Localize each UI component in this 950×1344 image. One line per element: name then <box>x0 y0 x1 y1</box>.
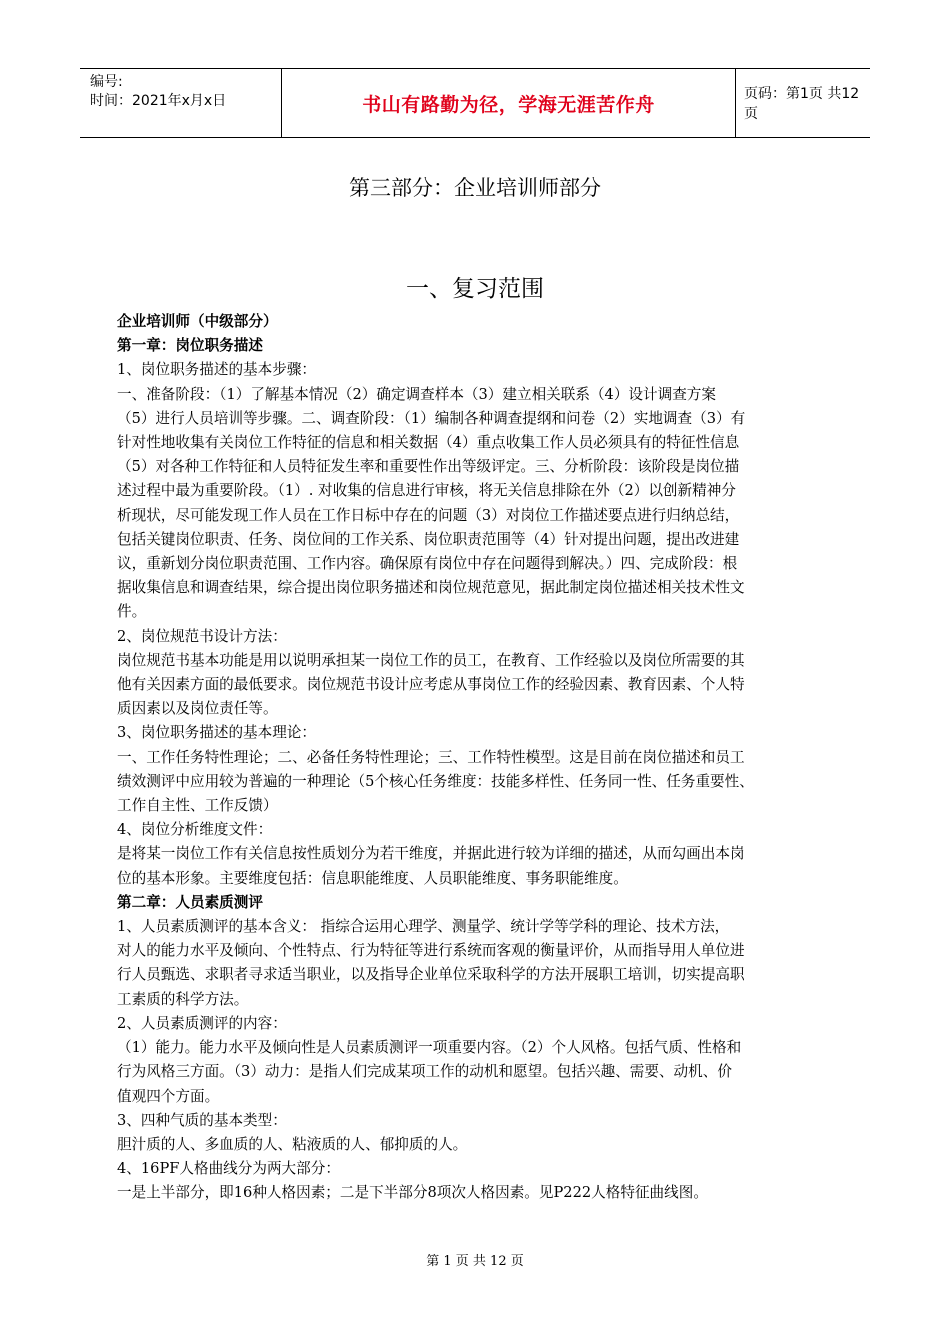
text-line: 绩效测评中应用较为普遍的一种理论（5个核心任务维度：技能多样性、任务同一性、任务重要性、 <box>117 772 754 790</box>
text-line: 件。 <box>117 603 147 621</box>
text-line: 行为风格三方面。（3）动力：是指人们完成某项工作的动机和愿望。包括兴趣、需要、动机、价 <box>117 1063 732 1081</box>
text-line: 他有关因素方面的最低要求。岗位规范书设计应考虑从事岗位工作的经验因素、教育因素、个人特 <box>117 676 745 694</box>
text-line: 4、16PF人格曲线分为两大部分： <box>117 1160 340 1178</box>
chapter-heading: 第二章：人员素质测评 <box>117 893 263 911</box>
text-line: 岗位规范书基本功能是用以说明承担某一岗位工作的员工，在教育、工作经验以及岗位所需要的其 <box>117 651 745 669</box>
text-line: 一、准备阶段：（1）了解基本情况（2）确定调查样本（3）建立相关联系（4）设计调查方案 <box>117 385 716 403</box>
text-line: 工作自主性、工作反馈） <box>117 797 278 815</box>
text-line: 4、岗位分析维度文件： <box>117 821 273 839</box>
document-title: 第三部分：企业培训师部分 <box>349 176 601 200</box>
header-page-info-cell <box>736 69 870 137</box>
header-meta <box>80 69 282 137</box>
text-line: 包括关键岗位职责、任务、岗位间的工作关系、岗位职责范围等（4）针对提出问题，提出改进建 <box>117 530 740 548</box>
text-line: 针对性地收集有关岗位工作特征的信息和相关数据（4）重点收集工作人员必须具有的特征性信息 <box>117 434 740 452</box>
text-line: 3、岗位职务描述的基本理论： <box>117 724 317 742</box>
text-line: 据收集信息和调查结果，综合提出岗位职务描述和岗位规范意见，据此制定岗位描述相关技术性文 <box>117 579 745 597</box>
text-line: 是将某一岗位工作有关信息按性质划分为若干维度，并据此进行较为详细的描述，从而勾画出本岗 <box>117 845 745 863</box>
header-page-info: 页码：第1页 共12页 <box>744 86 860 122</box>
chapter-heading: 第一章：岗位职务描述 <box>117 337 263 355</box>
header-motto: 书山有路勤为径，学海无涯苦作舟 <box>362 93 655 116</box>
header-date: 时间：2021年x月x日 <box>90 93 227 109</box>
text-line: 胆汁质的人、多血质的人、粘液质的人、郁抑质的人。 <box>117 1135 468 1153</box>
text-line: （5）进行人员培训等步骤。二、调查阶段：（1）编制各种调查提纲和问卷（2）实地调查（3）有 <box>117 409 746 427</box>
text-line: 析现状，尽可能发现工作人员在工作日标中存在的问题（3）对岗位工作描述要点进行归纳总结， <box>117 506 740 524</box>
text-line: 3、四种气质的基本类型： <box>117 1111 287 1129</box>
body-text <box>117 310 857 1206</box>
page-footer: 第 1 页 共 12 页 <box>426 1254 524 1269</box>
text-line: （1）能力。能力水平及倾向性是人员素质测评一项重要内容。（2）个人风格。包括气质、性格和 <box>117 1039 742 1057</box>
text-line: 行人员甄选、求职者寻求适当职业，以及指导企业单位采取科学的方法开展职工培训，切实提高职 <box>117 966 745 984</box>
text-line: 2、岗位规范书设计方法： <box>117 627 287 645</box>
text-line: 述过程中最为重要阶段。（1）. 对收集的信息进行审核，将无关信息排除在外（2）以创新精神分 <box>117 482 736 500</box>
text-line: 质因素以及岗位责任等。 <box>117 700 278 718</box>
text-line: 1、人员素质测评的基本含义： 指综合运用心理学、测量学、统计学等学科的理论、技术方法， <box>117 918 730 936</box>
text-line: 对人的能力水平及倾向、个性特点、行为特征等进行系统而客观的衡量评价，从而指导用人单位进 <box>117 942 745 960</box>
page-header <box>80 68 870 138</box>
text-line: 工素质的科学方法。 <box>117 990 249 1008</box>
chapter-heading: 企业培训师（中级部分） <box>117 313 278 330</box>
header-number-label: 编号: <box>90 74 123 90</box>
text-line: 议，重新划分岗位职责范围、工作内容。确保原有岗位中存在问题得到解决。）四、完成阶段：根 <box>117 555 738 573</box>
text-line: 1、岗位职务描述的基本步骤： <box>117 361 317 379</box>
text-line: 一、工作任务特性理论；二、必备任务特性理论；三、工作特性模型。这是目前在岗位描述和员工 <box>117 748 745 766</box>
section-title: 一、复习范围 <box>406 276 544 302</box>
text-line: 2、人员素质测评的内容： <box>117 1014 287 1032</box>
text-line: 一是上半部分，即16种人格因素；二是下半部分8项次人格因素。见P222人格特征曲线图。 <box>117 1184 708 1202</box>
header-motto-cell <box>282 69 736 137</box>
text-line: 位的基本形象。主要维度包括：信息职能维度、人员职能维度、事务职能维度。 <box>117 869 628 887</box>
text-line: 值观四个方面。 <box>117 1087 220 1105</box>
text-line: （5）对各种工作特征和人员特征发生率和重要性作出等级评定。三、分析阶段：该阶段是岗位描 <box>117 458 740 476</box>
